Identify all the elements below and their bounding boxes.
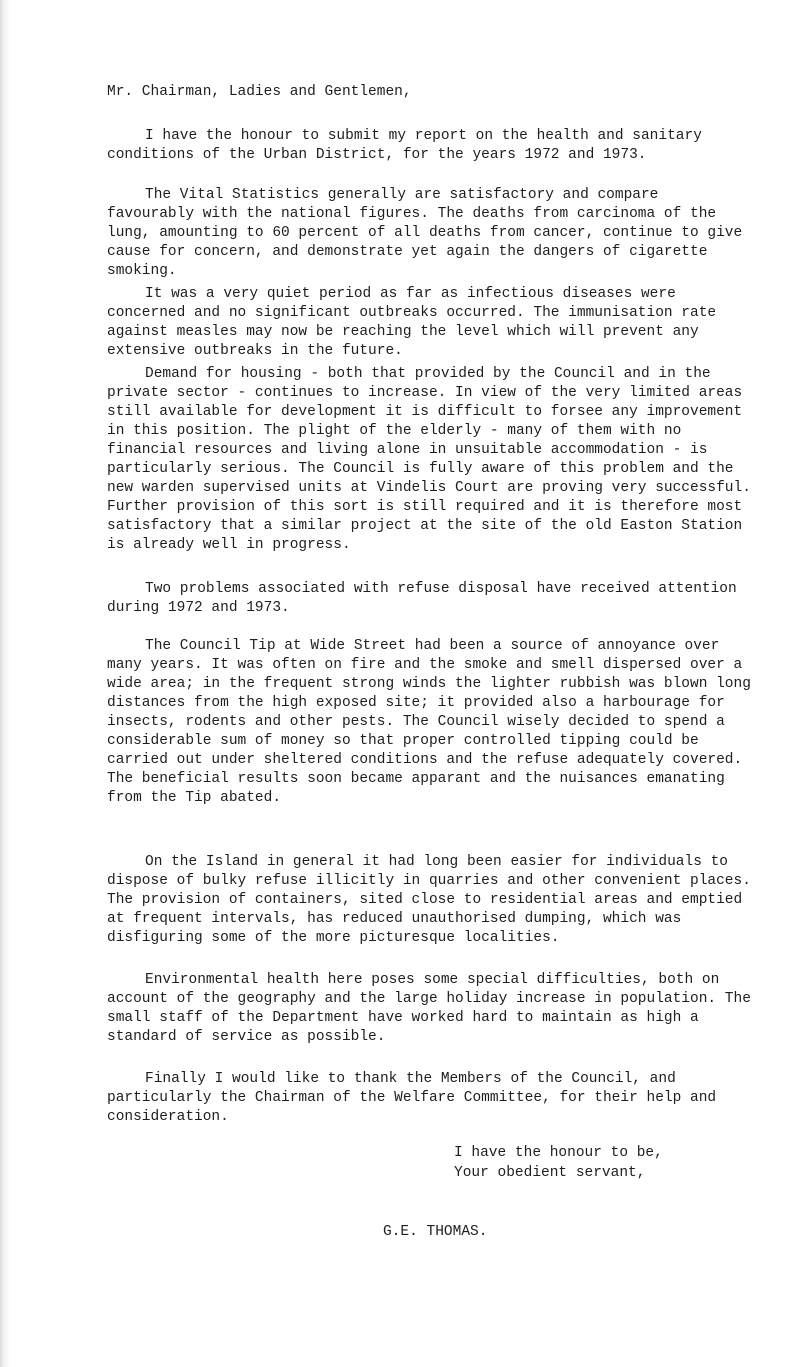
paragraph-thanks: Finally I would like to thank the Members of the Council, and particularly the Chairman of the Welfare Committee, for their help and consideration. [107, 1071, 717, 1125]
paragraph-introduction: I have the honour to submit my report on the health and sanitary conditions of the Urban District, for the years 1972 and 1973. [107, 128, 702, 163]
paragraph-housing: Demand for housing - both that provided by the Council and in the private sector - continues to increase. In view of the very limited areas still available for development it is difficult to forsee any improvement in this position. The plight of the elderly - many of them with no financial resources and living alone in unsuitable accommodation - is particularly serious. The Council is fully aware of this problem and the new warden supervised units at Vindelis Court are proving very successful. Further provision of this sort is still required and it is therefore most satisfactory that a similar project at the site of the old Easton Station is already well in progress. [107, 366, 751, 553]
closing-line-1: I have the honour to be, [454, 1145, 663, 1161]
paragraph-refuse-disposal: Two problems associated with refuse disposal have received attention during 1972 and 1973. [107, 581, 737, 616]
signature: G.E. THOMAS. [383, 1224, 488, 1240]
scan-edge [0, 0, 10, 1367]
paragraph-island-refuse: On the Island in general it had long been easier for individuals to dispose of bulky refuse illicitly in quarries and other convenient places. The provision of containers, sited close to residential areas and emptied at frequent intervals, has reduced unauthorised dumping, which was disfiguring some of the more picturesque localities. [107, 854, 751, 946]
paragraph-vital-statistics: The Vital Statistics generally are satisfactory and compare favourably with the national figures. The deaths from carcinoma of the lung, amounting to 60 percent of all deaths from cancer, continue to give cause for concern, and demonstrate yet again the dangers of cigarette smoking. [107, 187, 743, 279]
salutation: Mr. Chairman, Ladies and Gentlemen, [107, 84, 412, 100]
closing-line-2: Your obedient servant, [454, 1165, 646, 1181]
paragraph-council-tip: The Council Tip at Wide Street had been a source of annoyance over many years. It was often on fire and the smoke and smell dispersed over a wide area; in the frequent strong winds the lighter rubbish was blown long distances from the high exposed site; it provided also a harbourage for insects, rodents and other pests. The Council wisely decided to spend a considerable sum of money so that proper controlled tipping could be carried out under sheltered conditions and the refuse adequately covered. The beneficial results soon became apparant and the nuisances emanating from the Tip abated. [107, 638, 751, 806]
paragraph-environmental-health: Environmental health here poses some special difficulties, both on account of the geography and the large holiday increase in population. The small staff of the Department have worked hard to maintain as high a standard of service as possible. [107, 972, 751, 1045]
paragraph-infectious-diseases: It was a very quiet period as far as infectious diseases were concerned and no significant outbreaks occurred. The immunisation rate against measles may now be reaching the level which will prevent any extensive outbreaks in the future. [107, 286, 717, 359]
